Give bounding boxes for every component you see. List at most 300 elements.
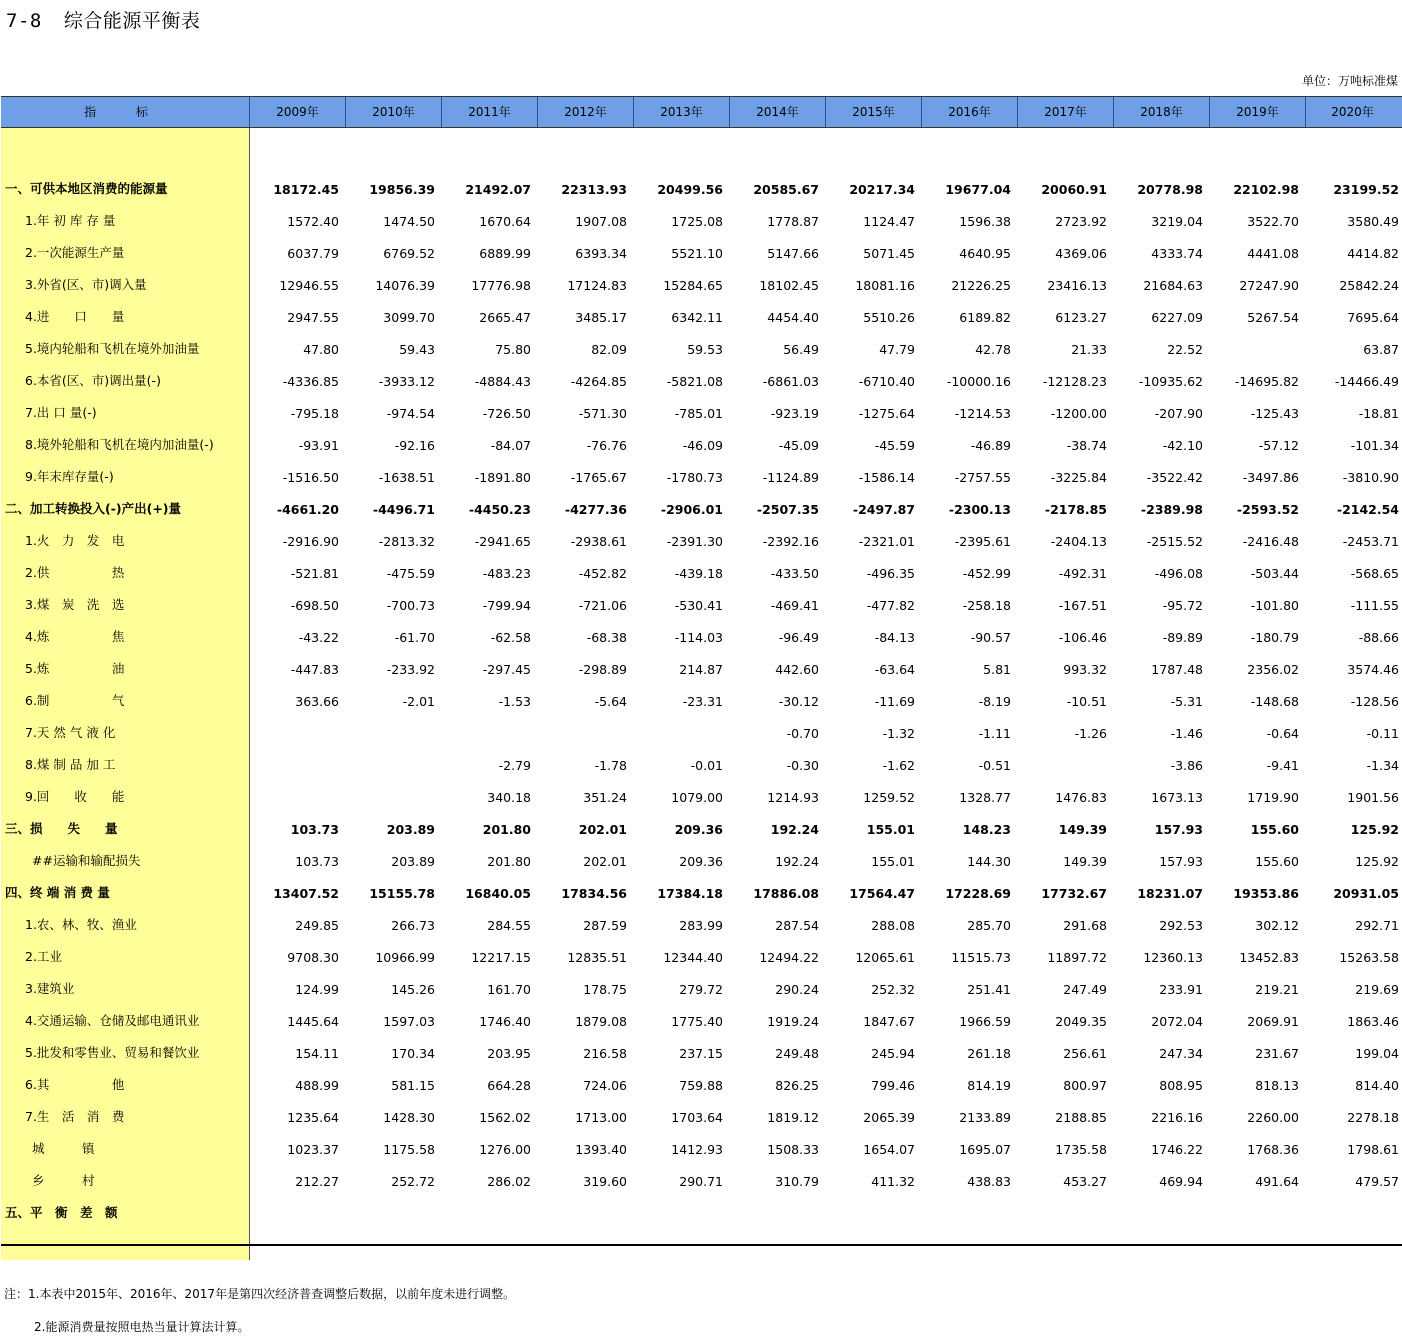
- table-cell: 1670.64: [479, 213, 531, 229]
- table-cell: -38.74: [1066, 437, 1107, 453]
- table-cell: 2216.16: [1151, 1109, 1203, 1125]
- header-year-4: 2013年: [633, 97, 729, 127]
- table-cell: -2321.01: [858, 533, 915, 549]
- table-cell: 664.28: [487, 1077, 531, 1093]
- row-label: 7.生 活 消 费: [1, 1101, 249, 1133]
- table-cell: -492.31: [1058, 565, 1107, 581]
- table-cell: -9.41: [1266, 757, 1299, 773]
- table-cell: -1.62: [882, 757, 915, 773]
- table-cell: -84.07: [490, 437, 531, 453]
- table-row: [1, 589, 1402, 621]
- table-cell: -2404.13: [1050, 533, 1107, 549]
- table-cell: 216.58: [583, 1045, 627, 1061]
- table-cell: 800.97: [1063, 1077, 1107, 1093]
- table-cell: -63.64: [874, 661, 915, 677]
- table-cell: 1474.50: [383, 213, 435, 229]
- table-cell: 56.49: [783, 341, 819, 357]
- table-cell: 5510.26: [863, 309, 915, 325]
- table-cell: 148.23: [962, 821, 1011, 837]
- table-cell: 6769.52: [383, 245, 435, 261]
- table-cell: 2260.00: [1247, 1109, 1299, 1125]
- table-cell: -3810.90: [1342, 469, 1399, 485]
- table-cell: -6710.40: [858, 373, 915, 389]
- table-cell: 469.94: [1159, 1173, 1203, 1189]
- table-cell: 292.53: [1159, 917, 1203, 933]
- table-cell: -923.19: [770, 405, 819, 421]
- table-cell: 1966.59: [959, 1013, 1011, 1029]
- table-row: [1, 557, 1402, 589]
- table-cell: -61.70: [394, 629, 435, 645]
- table-cell: 1276.00: [479, 1141, 531, 1157]
- table-cell: 4454.40: [767, 309, 819, 325]
- table-cell: 145.26: [391, 981, 435, 997]
- table-cell: 1259.52: [863, 789, 915, 805]
- table-cell: 161.70: [487, 981, 531, 997]
- table-cell: -2497.87: [852, 501, 915, 517]
- table-cell: 2069.91: [1247, 1013, 1299, 1029]
- table-cell: 23416.13: [1047, 277, 1107, 293]
- table-cell: 261.18: [967, 1045, 1011, 1061]
- table-cell: 12494.22: [759, 949, 819, 965]
- header-year-5: 2014年: [729, 97, 825, 127]
- table-cell: -4264.85: [570, 373, 627, 389]
- table-cell: -114.03: [674, 629, 723, 645]
- table-cell: -128.56: [1350, 693, 1399, 709]
- table-cell: -45.09: [778, 437, 819, 453]
- table-cell: 818.13: [1255, 1077, 1299, 1093]
- table-cell: -45.59: [874, 437, 915, 453]
- table-cell: -477.82: [866, 597, 915, 613]
- table-cell: -2938.61: [570, 533, 627, 549]
- table-cell: 290.24: [775, 981, 819, 997]
- table-cell: -96.49: [778, 629, 819, 645]
- table-cell: 202.01: [583, 853, 627, 869]
- table-cell: -93.91: [298, 437, 339, 453]
- table-cell: -5821.08: [666, 373, 723, 389]
- table-cell: -2416.48: [1242, 533, 1299, 549]
- table-cell: -1.11: [978, 725, 1011, 741]
- table-cell: -148.68: [1250, 693, 1299, 709]
- row-label: 2.工业: [1, 941, 249, 973]
- table-cell: -57.12: [1258, 437, 1299, 453]
- table-cell: 2072.04: [1151, 1013, 1203, 1029]
- table-cell: -101.80: [1250, 597, 1299, 613]
- table-cell: 1746.40: [479, 1013, 531, 1029]
- table-cell: -0.64: [1266, 725, 1299, 741]
- table-cell: 9708.30: [287, 949, 339, 965]
- table-cell: 808.95: [1159, 1077, 1203, 1093]
- table-cell: 11515.73: [951, 949, 1011, 965]
- table-cell: 247.34: [1159, 1045, 1203, 1061]
- table-cell: 1879.08: [575, 1013, 627, 1029]
- table-cell: 12946.55: [279, 277, 339, 293]
- table-cell: 1901.56: [1347, 789, 1399, 805]
- table-cell: 5071.45: [863, 245, 915, 261]
- table-row: [1, 1101, 1402, 1133]
- table-cell: 16840.05: [465, 885, 531, 901]
- table-cell: 2049.35: [1055, 1013, 1107, 1029]
- table-cell: -2757.55: [954, 469, 1011, 485]
- table-cell: 3522.70: [1247, 213, 1299, 229]
- table-cell: -10.51: [1066, 693, 1107, 709]
- table-cell: 125.92: [1355, 853, 1399, 869]
- table-cell: 1596.38: [959, 213, 1011, 229]
- table-cell: 1719.90: [1247, 789, 1299, 805]
- table-cell: -2.01: [402, 693, 435, 709]
- table-cell: -1200.00: [1050, 405, 1107, 421]
- table-cell: 479.57: [1355, 1173, 1399, 1189]
- table-cell: -10000.16: [946, 373, 1011, 389]
- table-cell: 1214.93: [767, 789, 819, 805]
- table-cell: 581.15: [391, 1077, 435, 1093]
- table-cell: 256.61: [1063, 1045, 1107, 1061]
- table-cell: 12360.13: [1143, 949, 1203, 965]
- table-cell: 1919.24: [767, 1013, 819, 1029]
- table-cell: 1476.83: [1055, 789, 1107, 805]
- table-row: [1, 1133, 1402, 1165]
- table-cell: -8.19: [978, 693, 1011, 709]
- table-cell: 814.40: [1355, 1077, 1399, 1093]
- header-year-3: 2012年: [537, 97, 633, 127]
- table-cell: 2947.55: [287, 309, 339, 325]
- table-cell: -795.18: [290, 405, 339, 421]
- table-cell: 993.32: [1063, 661, 1107, 677]
- table-cell: 192.24: [770, 821, 819, 837]
- table-row: [1, 845, 1402, 877]
- table-cell: 1328.77: [959, 789, 1011, 805]
- table-cell: 154.11: [295, 1045, 339, 1061]
- table-cell: 18231.07: [1137, 885, 1203, 901]
- table-cell: 249.85: [295, 917, 339, 933]
- row-label: 5.境内轮船和飞机在境外加油量: [1, 333, 249, 365]
- table-cell: 178.75: [583, 981, 627, 997]
- table-row: [1, 941, 1402, 973]
- table-cell: 411.32: [871, 1173, 915, 1189]
- table-cell: -0.11: [1366, 725, 1399, 741]
- table-cell: -2453.71: [1342, 533, 1399, 549]
- table-cell: -23.31: [682, 693, 723, 709]
- table-cell: 7695.64: [1347, 309, 1399, 325]
- table-cell: 1863.46: [1347, 1013, 1399, 1029]
- table-cell: 363.66: [295, 693, 339, 709]
- row-label: ##运输和输配损失: [1, 845, 249, 877]
- table-cell: 19856.39: [369, 181, 435, 197]
- row-label: 3.煤 炭 洗 选: [1, 589, 249, 621]
- table-cell: 17384.18: [657, 885, 723, 901]
- table-cell: -469.41: [770, 597, 819, 613]
- table-cell: 291.68: [1063, 917, 1107, 933]
- table-cell: 3099.70: [383, 309, 435, 325]
- table-cell: -2.79: [498, 757, 531, 773]
- table-cell: 2188.85: [1055, 1109, 1107, 1125]
- table-cell: -1.78: [594, 757, 627, 773]
- header-year-2: 2011年: [441, 97, 537, 127]
- table-cell: 42.78: [975, 341, 1011, 357]
- table-cell: 17834.56: [561, 885, 627, 901]
- table-cell: -14695.82: [1234, 373, 1299, 389]
- table-cell: 4333.74: [1151, 245, 1203, 261]
- table-row: [1, 973, 1402, 1005]
- table-cell: 1703.64: [671, 1109, 723, 1125]
- table-cell: 82.09: [591, 341, 627, 357]
- table-cell: -1.26: [1074, 725, 1107, 741]
- row-label: 8.煤 制 品 加 工: [1, 749, 249, 781]
- table-cell: 47.80: [303, 341, 339, 357]
- table-cell: -1.32: [882, 725, 915, 741]
- label-column-divider: [249, 128, 250, 1260]
- table-cell: 1787.48: [1151, 661, 1203, 677]
- table-cell: -4450.23: [468, 501, 531, 517]
- table-cell: 5267.54: [1247, 309, 1299, 325]
- table-cell: 6227.09: [1151, 309, 1203, 325]
- table-cell: 4369.06: [1055, 245, 1107, 261]
- table-cell: -2395.61: [954, 533, 1011, 549]
- table-cell: 1445.64: [287, 1013, 339, 1029]
- table-cell: -2391.30: [666, 533, 723, 549]
- table-cell: -4336.85: [282, 373, 339, 389]
- table-cell: 23199.52: [1333, 181, 1399, 197]
- table-cell: -521.81: [290, 565, 339, 581]
- table-cell: -2813.32: [378, 533, 435, 549]
- table-cell: 155.01: [871, 853, 915, 869]
- table-cell: -89.89: [1162, 629, 1203, 645]
- table-cell: 20217.34: [849, 181, 915, 197]
- table-cell: -90.57: [970, 629, 1011, 645]
- table-cell: 192.24: [775, 853, 819, 869]
- table-row: [1, 173, 1402, 205]
- table-cell: 491.64: [1255, 1173, 1299, 1189]
- row-label: 乡 村: [1, 1165, 249, 1197]
- table-cell: -88.66: [1358, 629, 1399, 645]
- table-cell: 1713.00: [575, 1109, 627, 1125]
- table-cell: -2142.54: [1336, 501, 1399, 517]
- table-cell: -46.09: [682, 437, 723, 453]
- table-cell: 15284.65: [663, 277, 723, 293]
- row-label: 7.天 然 气 液 化: [1, 717, 249, 749]
- table-cell: -2392.16: [762, 533, 819, 549]
- header-year-9: 2018年: [1113, 97, 1209, 127]
- row-label: 2.供 热: [1, 557, 249, 589]
- table-cell: 453.27: [1063, 1173, 1107, 1189]
- table-cell: -18.81: [1358, 405, 1399, 421]
- row-label: 二、加工转换投入(-)产出(+)量: [1, 493, 249, 525]
- table-cell: -101.34: [1350, 437, 1399, 453]
- table-cell: -2941.65: [474, 533, 531, 549]
- table-row: [1, 493, 1402, 525]
- table-cell: -1638.51: [378, 469, 435, 485]
- table-cell: 155.60: [1255, 853, 1299, 869]
- table-cell: 442.60: [775, 661, 819, 677]
- table-cell: 155.60: [1250, 821, 1299, 837]
- table-row: [1, 877, 1402, 909]
- table-cell: 20585.67: [753, 181, 819, 197]
- table-cell: 19677.04: [945, 181, 1011, 197]
- table-cell: 252.32: [871, 981, 915, 997]
- table-cell: 59.43: [399, 341, 435, 357]
- row-label: 9.回 收 能: [1, 781, 249, 813]
- table-cell: 27247.90: [1239, 277, 1299, 293]
- header-year-0: 2009年: [249, 97, 345, 127]
- table-cell: 155.01: [866, 821, 915, 837]
- header-indicator-label: 指 标: [1, 97, 249, 127]
- table-cell: -5.31: [1170, 693, 1203, 709]
- table-cell: -2178.85: [1044, 501, 1107, 517]
- table-cell: 103.73: [290, 821, 339, 837]
- table-cell: -1.53: [498, 693, 531, 709]
- table-cell: 251.41: [967, 981, 1011, 997]
- table-cell: -0.01: [690, 757, 723, 773]
- table-cell: -0.51: [978, 757, 1011, 773]
- table-cell: -433.50: [770, 565, 819, 581]
- table-cell: -2906.01: [660, 501, 723, 517]
- table-cell: 1572.40: [287, 213, 339, 229]
- table-cell: 47.79: [879, 341, 915, 357]
- table-cell: 1798.61: [1347, 1141, 1399, 1157]
- table-cell: 1775.40: [671, 1013, 723, 1029]
- table-cell: 2356.02: [1247, 661, 1299, 677]
- table-cell: -233.92: [386, 661, 435, 677]
- table-cell: 75.80: [495, 341, 531, 357]
- energy-balance-table: [1, 96, 1402, 1260]
- table-cell: -6861.03: [762, 373, 819, 389]
- table-cell: 1079.00: [671, 789, 723, 805]
- table-cell: 11897.72: [1047, 949, 1107, 965]
- table-cell: -298.89: [578, 661, 627, 677]
- table-cell: -12128.23: [1042, 373, 1107, 389]
- table-cell: -167.51: [1058, 597, 1107, 613]
- table-cell: 799.46: [871, 1077, 915, 1093]
- table-cell: -111.55: [1350, 597, 1399, 613]
- table-cell: -1780.73: [666, 469, 723, 485]
- table-cell: 3485.17: [575, 309, 627, 325]
- table-cell: 209.36: [674, 821, 723, 837]
- table-cell: 20060.91: [1041, 181, 1107, 197]
- table-cell: -452.82: [578, 565, 627, 581]
- table-cell: -1.34: [1366, 757, 1399, 773]
- table-cell: 2723.92: [1055, 213, 1107, 229]
- table-cell: 290.71: [679, 1173, 723, 1189]
- table-row: [1, 781, 1402, 813]
- table-cell: 286.02: [487, 1173, 531, 1189]
- table-cell: -496.08: [1154, 565, 1203, 581]
- table-cell: 2065.39: [863, 1109, 915, 1125]
- table-row: [1, 909, 1402, 941]
- table-cell: -3497.86: [1242, 469, 1299, 485]
- table-cell: 2133.89: [959, 1109, 1011, 1125]
- table-row: [1, 1165, 1402, 1197]
- header-year-10: 2019年: [1209, 97, 1305, 127]
- table-cell: 284.55: [487, 917, 531, 933]
- table-cell: 12065.61: [855, 949, 915, 965]
- table-cell: -571.30: [578, 405, 627, 421]
- row-label: 五、平 衡 差 额: [1, 1197, 249, 1229]
- table-cell: -1124.89: [762, 469, 819, 485]
- row-label: 三、损 失 量: [1, 813, 249, 845]
- table-cell: 6393.34: [575, 245, 627, 261]
- table-code: 7-8: [6, 10, 42, 32]
- table-cell: -106.46: [1058, 629, 1107, 645]
- row-label: 城 镇: [1, 1133, 249, 1165]
- table-cell: 157.93: [1159, 853, 1203, 869]
- table-cell: 237.15: [679, 1045, 723, 1061]
- table-row: [1, 333, 1402, 365]
- table-row: [1, 237, 1402, 269]
- table-cell: -439.18: [674, 565, 723, 581]
- table-cell: 21492.07: [465, 181, 531, 197]
- table-cell: 340.18: [487, 789, 531, 805]
- table-row: [1, 717, 1402, 749]
- table-cell: 814.19: [967, 1077, 1011, 1093]
- table-cell: -2515.52: [1146, 533, 1203, 549]
- table-cell: 21684.63: [1143, 277, 1203, 293]
- table-cell: 21226.25: [951, 277, 1011, 293]
- table-cell: 1023.37: [287, 1141, 339, 1157]
- table-cell: -974.54: [386, 405, 435, 421]
- table-cell: 124.99: [295, 981, 339, 997]
- table-cell: -84.13: [874, 629, 915, 645]
- table-cell: 1695.07: [959, 1141, 1011, 1157]
- row-label: 四、终 端 消 费 量: [1, 877, 249, 909]
- table-cell: -2593.52: [1236, 501, 1299, 517]
- table-cell: 125.92: [1350, 821, 1399, 837]
- table-cell: 17776.98: [471, 277, 531, 293]
- table-cell: -76.76: [586, 437, 627, 453]
- row-label: 1.年 初 库 存 量: [1, 205, 249, 237]
- row-label: 8.境外轮船和飞机在境内加油量(-): [1, 429, 249, 461]
- table-cell: 203.89: [386, 821, 435, 837]
- table-row: [1, 685, 1402, 717]
- table-cell: -62.58: [490, 629, 531, 645]
- table-cell: 1746.22: [1151, 1141, 1203, 1157]
- table-cell: -95.72: [1162, 597, 1203, 613]
- table-cell: 6037.79: [287, 245, 339, 261]
- table-cell: -799.94: [482, 597, 531, 613]
- table-cell: 15263.58: [1339, 949, 1399, 965]
- table-cell: 319.60: [583, 1173, 627, 1189]
- header-year-7: 2016年: [921, 97, 1017, 127]
- table-cell: -3.86: [1170, 757, 1203, 773]
- table-cell: 19353.86: [1233, 885, 1299, 901]
- table-cell: -452.99: [962, 565, 1011, 581]
- table-cell: -68.38: [586, 629, 627, 645]
- table-cell: 1428.30: [383, 1109, 435, 1125]
- table-cell: -42.10: [1162, 437, 1203, 453]
- row-label: 3.建筑业: [1, 973, 249, 1005]
- table-cell: 1673.13: [1151, 789, 1203, 805]
- table-cell: -726.50: [482, 405, 531, 421]
- table-cell: -1891.80: [474, 469, 531, 485]
- row-label: 4.进 口 量: [1, 301, 249, 333]
- table-cell: -2300.13: [948, 501, 1011, 517]
- table-cell: 1124.47: [863, 213, 915, 229]
- table-cell: 203.95: [487, 1045, 531, 1061]
- table-cell: 20499.56: [657, 181, 723, 197]
- footnote-1: 注：1.本表中2015年、2016年、2017年是第四次经济普查调整后数据，以前年度未进行调整。: [4, 1287, 516, 1301]
- table-cell: -297.45: [482, 661, 531, 677]
- table-cell: -258.18: [962, 597, 1011, 613]
- table-cell: 5521.10: [671, 245, 723, 261]
- table-title: 综合能源平衡表: [63, 10, 201, 32]
- table-row: [1, 205, 1402, 237]
- table-cell: -1275.64: [858, 405, 915, 421]
- table-row: [1, 813, 1402, 845]
- table-cell: 22102.98: [1233, 181, 1299, 197]
- table-row: [1, 301, 1402, 333]
- table-cell: 201.80: [482, 821, 531, 837]
- row-label: 5.批发和零售业、贸易和餐饮业: [1, 1037, 249, 1069]
- table-cell: -1516.50: [282, 469, 339, 485]
- table-cell: 826.25: [775, 1077, 819, 1093]
